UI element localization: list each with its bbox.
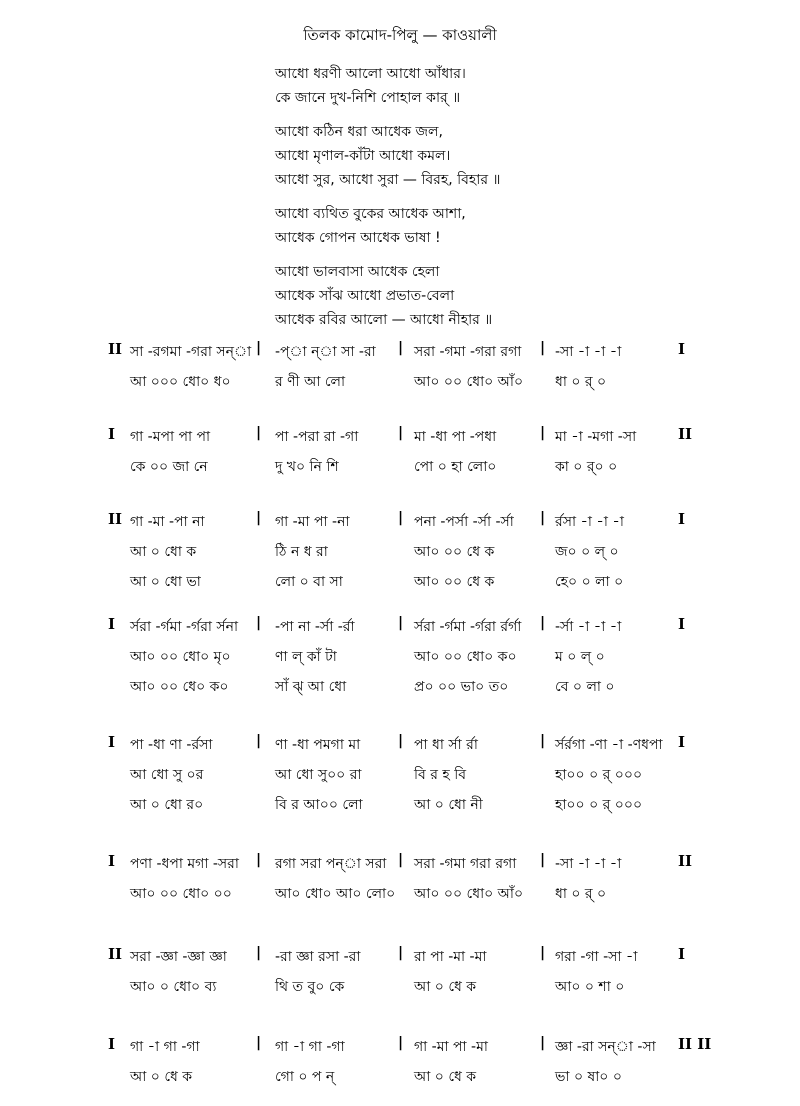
lyric-measure: আ০ ০০ ধো০ আঁ০ [414, 886, 524, 902]
lyric-measure: ভা ০ ষা০ ০ [555, 1069, 622, 1085]
lyric-measure: জ০ ০ ল্ ০ [555, 544, 619, 560]
swara-measure: সরা -গমা -গরা রগা [414, 344, 522, 360]
swara-measure: গরা -গা -সা -া [555, 949, 638, 965]
swara-measure: পনা -পর্সা -র্সা -র্সা [414, 514, 514, 530]
poem-line: আধেক সাঁঝ আধো প্রভাত-বেলা [275, 288, 455, 304]
measure-separator: | [256, 1035, 262, 1051]
lyric-measure: ম ০ ল্ ০ [555, 649, 605, 665]
barline-close: I [678, 615, 686, 633]
lyric-measure: বে ০ লা ০ [555, 679, 615, 695]
lyric-measure: আ ০০০ ধো০ ধ০ [130, 374, 231, 390]
swara-row [0, 510, 800, 536]
swara-measure: গা -মা পা -না [275, 514, 350, 530]
lyric-measure: ধা ০ র্ ০ [555, 886, 607, 902]
measure-separator: | [256, 945, 262, 961]
swara-measure: গা -া গা -গা [130, 1039, 200, 1055]
poem-line: আধো সুর, আধো সুরা — বিরহ, বিহার ॥ [275, 172, 501, 188]
measure-separator: | [540, 340, 546, 356]
lyric-measure: আ ০ ধো নী [414, 797, 483, 813]
measure-separator: | [398, 340, 404, 356]
swara-measure: মা -া -মগা -সা [555, 429, 637, 445]
measure-separator: | [398, 852, 404, 868]
measure-separator: | [398, 615, 404, 631]
lyric-measure: আ০ ০ ধো০ ব্য [130, 979, 217, 995]
poem-line: আধো মৃণাল-কাঁটা আধো কমল। [275, 148, 451, 164]
lyric-measure: আ ০ ধো ভা [130, 574, 201, 590]
barline-close: I [678, 510, 686, 528]
lyric-measure: হে০ ০ লা ০ [555, 574, 624, 590]
swara-measure: রগা সরা পন্া সরা [275, 856, 387, 872]
poem-line: আধেক গোপন আধেক ভাষা ! [275, 230, 441, 246]
swara-measure: জ্ঞা -রা সন্া -সা [555, 1039, 656, 1055]
lyric-measure: আ ধো সু ০র [130, 767, 204, 783]
swara-measure: পা ধা র্সা র্রা [414, 737, 478, 753]
swara-measure: গা -া গা -গা [275, 1039, 345, 1055]
measure-separator: | [398, 733, 404, 749]
lyric-measure: লো ০ বা সা [275, 574, 343, 590]
swara-measure: -প্া ন্া সা -রা [275, 344, 376, 360]
swara-measure: -রা জ্ঞা রসা -রা [275, 949, 361, 965]
swara-row [0, 340, 800, 366]
lyric-measure: আ০ ০ শা ০ [555, 979, 625, 995]
measure-separator: | [398, 1035, 404, 1051]
measure-separator: | [540, 425, 546, 441]
swara-measure: গা -মপা পা পা [130, 429, 211, 445]
swara-measure: র্সরা -র্গমা -র্গরা র্সনা [130, 619, 239, 635]
lyric-measure: আ০ ০০ ধে ক [414, 574, 495, 590]
lyric-measure: বি র হ বি [414, 767, 467, 783]
lyric-measure: কে ০০ জা নে [130, 459, 208, 475]
poem-stanza [275, 120, 500, 192]
swara-measure: র্সরা -র্গমা -র্গরা র্রর্গা [414, 619, 522, 635]
poem-line: আধো কঠিন ধরা আধেক জল, [275, 124, 443, 140]
lyric-measure: র ণী আ লো [275, 374, 346, 390]
measure-separator: | [256, 615, 262, 631]
lyric-row [0, 975, 800, 1001]
poem-line: আধেক রবির আলো — আধো নীহার ॥ [275, 312, 493, 328]
lyric-measure: আ০ ০০ ধো০ মৃ০ [130, 649, 231, 665]
lyric-row [0, 370, 800, 396]
lyric-measure: আ০ ০০ ধে ক [414, 544, 495, 560]
measure-separator: | [540, 510, 546, 526]
lyric-row [0, 570, 800, 596]
lyric-measure: দু খ০ নি শি [275, 459, 339, 475]
swara-measure: গা -মা -পা না [130, 514, 205, 530]
swara-measure: -র্সা -া -া -া [555, 619, 622, 635]
lyric-row [0, 455, 800, 481]
lyric-measure: সাঁ ঝ্ আ ধো [275, 679, 347, 695]
measure-separator: | [256, 733, 262, 749]
barline-open: I [108, 852, 116, 870]
poem-line: আধো ভালবাসা আধেক হেলা [275, 264, 440, 280]
measure-separator: | [540, 945, 546, 961]
poem-stanza [275, 260, 500, 332]
lyric-measure: হা০০ ০ র্ ০০০ [555, 797, 643, 813]
lyric-measure: আ ০ ধে ক [130, 1069, 193, 1085]
lyric-measure: আ ০ ধে ক [414, 1069, 477, 1085]
lyric-row [0, 1065, 800, 1091]
swara-row [0, 425, 800, 451]
song-title: তিলক কামোদ-পিলু — কাওয়ালী [303, 26, 497, 44]
swara-measure: পা -পরা রা -গা [275, 429, 359, 445]
measure-separator: | [256, 425, 262, 441]
swara-row [0, 852, 800, 878]
measure-separator: | [398, 425, 404, 441]
swara-row [0, 945, 800, 971]
swara-measure: -পা না -র্সা -র্রা [275, 619, 355, 635]
barline-open: I [108, 1035, 116, 1053]
barline-close: II II [678, 1035, 712, 1053]
swara-measure: র্রসা -া -া -া [555, 514, 624, 530]
poem-line: আধো ধরণী আলো আধো আঁধার। [275, 66, 466, 82]
swara-measure: ণা -ধা পমগা মা [275, 737, 361, 753]
lyric-measure: থি ত বু০ কে [275, 979, 345, 995]
lyric-measure: আ০ ০০ ধে০ ক০ [130, 679, 229, 695]
swara-measure: সরা -গমা গরা রগা [414, 856, 517, 872]
lyric-measure: আ০ ০০ ধো০ আঁ০ [414, 374, 524, 390]
swara-measure: গা -মা পা -মা [414, 1039, 488, 1055]
lyric-row [0, 763, 800, 789]
measure-separator: | [398, 945, 404, 961]
lyric-measure: আ০ ০০ ধো০ ০০ [130, 886, 232, 902]
lyric-measure: গো ০ প ন্ [275, 1069, 335, 1085]
lyric-measure: হা০০ ০ র্ ০০০ [555, 767, 643, 783]
lyric-measure: আ ধো সু০০ রা [275, 767, 362, 783]
measure-separator: | [540, 1035, 546, 1051]
barline-open: II [108, 510, 123, 528]
lyric-measure: কা ০ র্০ ০ [555, 459, 618, 475]
lyric-measure: ধা ০ র্ ০ [555, 374, 607, 390]
swara-measure: সা -রগমা -গরা সন্া [130, 344, 252, 360]
lyric-row [0, 540, 800, 566]
measure-separator: | [540, 615, 546, 631]
barline-close: I [678, 945, 686, 963]
poem-stanza [275, 202, 500, 250]
measure-separator: | [256, 510, 262, 526]
lyric-measure: আ০ ০০ ধো০ ক০ [414, 649, 517, 665]
lyric-measure: ণা ল্ কাঁ টা [275, 649, 337, 665]
lyric-measure: বি র আ০০ লো [275, 797, 363, 813]
measure-separator: | [398, 510, 404, 526]
swara-row [0, 615, 800, 641]
barline-open: I [108, 733, 116, 751]
lyric-measure: পো ০ হা লো০ [414, 459, 497, 475]
swara-measure: পণা -ধপা মগা -সরা [130, 856, 239, 872]
barline-open: I [108, 425, 116, 443]
measure-separator: | [540, 852, 546, 868]
poem [275, 62, 500, 342]
barline-open: II [108, 945, 123, 963]
lyric-measure: আ ০ ধে ক [414, 979, 477, 995]
swara-measure: রা পা -মা -মা [414, 949, 487, 965]
swara-row [0, 733, 800, 759]
measure-separator: | [256, 852, 262, 868]
swara-measure: সরা -জ্ঞা -জ্ঞা জ্ঞা [130, 949, 227, 965]
lyric-measure: ঠি ন ধ রা [275, 544, 328, 560]
poem-line: আধো ব্যথিত বুকের আধেক আশা, [275, 206, 466, 222]
barline-open: I [108, 615, 116, 633]
poem-line: কে জানে দুখ-নিশি পোহাল কার্ ॥ [275, 90, 461, 106]
swara-measure: মা -ধা পা -পধা [414, 429, 497, 445]
measure-separator: | [256, 340, 262, 356]
barline-close: I [678, 733, 686, 751]
measure-separator: | [540, 733, 546, 749]
barline-close: II [678, 852, 693, 870]
swara-row [0, 1035, 800, 1061]
lyric-measure: প্র০ ০০ ভা০ ত০ [414, 679, 509, 695]
lyric-measure: আ ০ ধো র০ [130, 797, 204, 813]
barline-close: I [678, 340, 686, 358]
poem-stanza [275, 62, 500, 110]
lyric-row [0, 675, 800, 701]
swara-measure: পা -ধা ণা -র্রসা [130, 737, 213, 753]
swara-measure: -সা -া -া -া [555, 344, 622, 360]
lyric-row [0, 882, 800, 908]
lyric-row [0, 793, 800, 819]
lyric-measure: আ ০ ধো ক [130, 544, 197, 560]
barline-close: II [678, 425, 693, 443]
lyric-measure: আ০ ধো০ আ০ লো০ [275, 886, 396, 902]
swara-measure: -সা -া -া -া [555, 856, 622, 872]
lyric-row [0, 645, 800, 671]
swara-measure: র্সর্রগা -ণা -া -ণধপা [555, 737, 663, 753]
barline-open: II [108, 340, 123, 358]
